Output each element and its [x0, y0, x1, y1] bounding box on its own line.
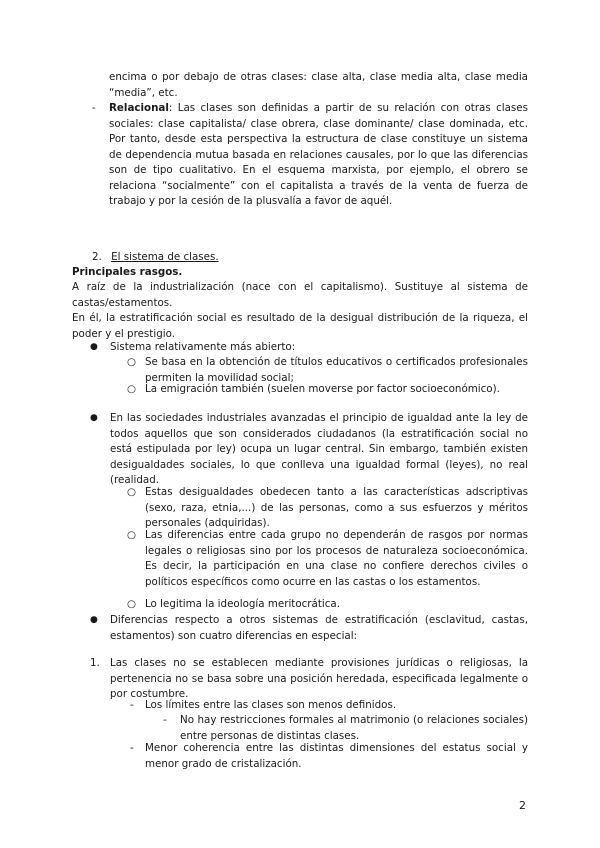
sub-bullet-marker: ○ — [127, 486, 136, 498]
dash-text: No hay restricciones formales al matrimonio (o relaciones sociales) entre personas de distintas clases. — [180, 714, 528, 742]
bullet-text: Diferencias respecto a otros sistemas de estratificación (esclavitud, castas, estamentos) son cuatro diferencias en especial: — [110, 614, 528, 642]
bullet-item-open-system — [90, 340, 528, 356]
relacional-term: Relacional — [109, 102, 169, 114]
subheading: Principales rasgos. — [72, 266, 183, 278]
dash-text: Los límites entre las clases son menos definidos. — [145, 699, 397, 711]
intro-paragraph-1: A raíz de la industrialización (nace con el capitalismo). Sustituye al sistema de castas/estamentos. — [72, 281, 528, 309]
numbered-item — [90, 656, 528, 703]
relacional-paragraph — [109, 101, 528, 210]
sub-bullet-text: Lo legitima la ideología meritocrática. — [145, 598, 340, 610]
intro-paragraph-2: En él, la estratificación social es resultado de la desigual distribución de la riqueza, el poder y el prestigio. — [72, 312, 528, 340]
page-number: 2 — [519, 799, 526, 812]
sub-bullet-text: Las diferencias entre cada grupo no dependerán de rasgos por normas legales o religiosas sino por los procesos de naturaleza socioeconómica. Es decir, la participación en una clase no confiere derechos civiles o políticos específicos como ocurre en las castas o los estamentos. — [145, 529, 528, 588]
dash-item — [130, 741, 528, 772]
section-title: El sistema de clases. — [111, 251, 219, 263]
continuation-paragraph: encima o por debajo de otras clases: clase alta, clase media alta, clase media “media”, etc. — [109, 71, 528, 99]
dash-marker: - — [130, 699, 134, 711]
section-heading — [92, 250, 219, 266]
sub-bullet-item — [127, 382, 528, 398]
relacional-text: : Las clases son definidas a partir de su relación con otras clases sociales: clase capitalista/ clase obrera, clase dominante/ clase dominada, etc. Por tanto, desde esta perspectiva la estructura de clase constituye un sistema de dependencia mutua basada en relaciones causales, por lo que las diferencias son de tipo cualitativo. En el esquema marxista, por ejemplo, el obrero se relaciona “socialmente” con el capitalista a través de la venta de fuerza de trabajo y por la cesión de la plusvalía a favor de aquél. — [109, 102, 528, 207]
section-number: 2. — [92, 251, 102, 263]
sub-bullet-text: La emigración también (suelen moverse por factor socioeconómico). — [145, 383, 500, 395]
sub-bullet-text: Se basa en la obtención de títulos educativos o certificados profesionales permiten la movilidad social; — [145, 356, 528, 384]
relacional-item — [92, 101, 528, 210]
bullet-marker: ● — [90, 615, 98, 625]
sub-bullet-text: Estas desigualdades obedecen tanto a las características adscriptivas (sexo, raza, etnia,...) de las personas, como a sus esfuerzos y méritos personales (adquiridas). — [145, 486, 528, 529]
bullet-item-equality — [90, 411, 528, 489]
number-marker: 1. — [90, 657, 100, 669]
nested-dash-item — [163, 713, 528, 744]
bullet-marker: ● — [90, 413, 98, 423]
dash-text: Menor coherencia entre las distintas dimensiones del estatus social y menor grado de cristalización. — [145, 742, 528, 770]
sub-bullet-marker: ○ — [127, 383, 136, 395]
sub-bullet-item — [127, 528, 528, 590]
dash-marker: - — [92, 102, 96, 114]
dash-marker: - — [130, 742, 134, 754]
bullet-text: Sistema relativamente más abierto: — [110, 341, 296, 353]
sub-bullet-item — [127, 597, 528, 613]
dash-item — [130, 698, 528, 714]
bullet-item-differences — [90, 613, 528, 644]
numbered-text: Las clases no se establecen mediante provisiones jurídicas o religiosas, la pertenencia no se basa sobre una posición heredada, especificada legalmente o por costumbre. — [110, 657, 528, 700]
sub-bullet-marker: ○ — [127, 598, 136, 610]
bullet-text: En las sociedades industriales avanzadas el principio de igualdad ante la ley de todos aquellos que son considerados ciudadanos (la estratificación social no está estipulada por ley) ocupa un lugar central. Sin embargo, también existen desigualdades sociales, lo que conlleva una igualdad formal (leyes), no real (realidad. — [110, 412, 528, 486]
sub-bullet-marker: ○ — [127, 529, 136, 541]
sub-bullet-item — [127, 485, 528, 532]
sub-bullet-marker: ○ — [127, 356, 136, 368]
dash-marker: - — [163, 714, 167, 726]
bullet-marker: ● — [90, 342, 98, 352]
